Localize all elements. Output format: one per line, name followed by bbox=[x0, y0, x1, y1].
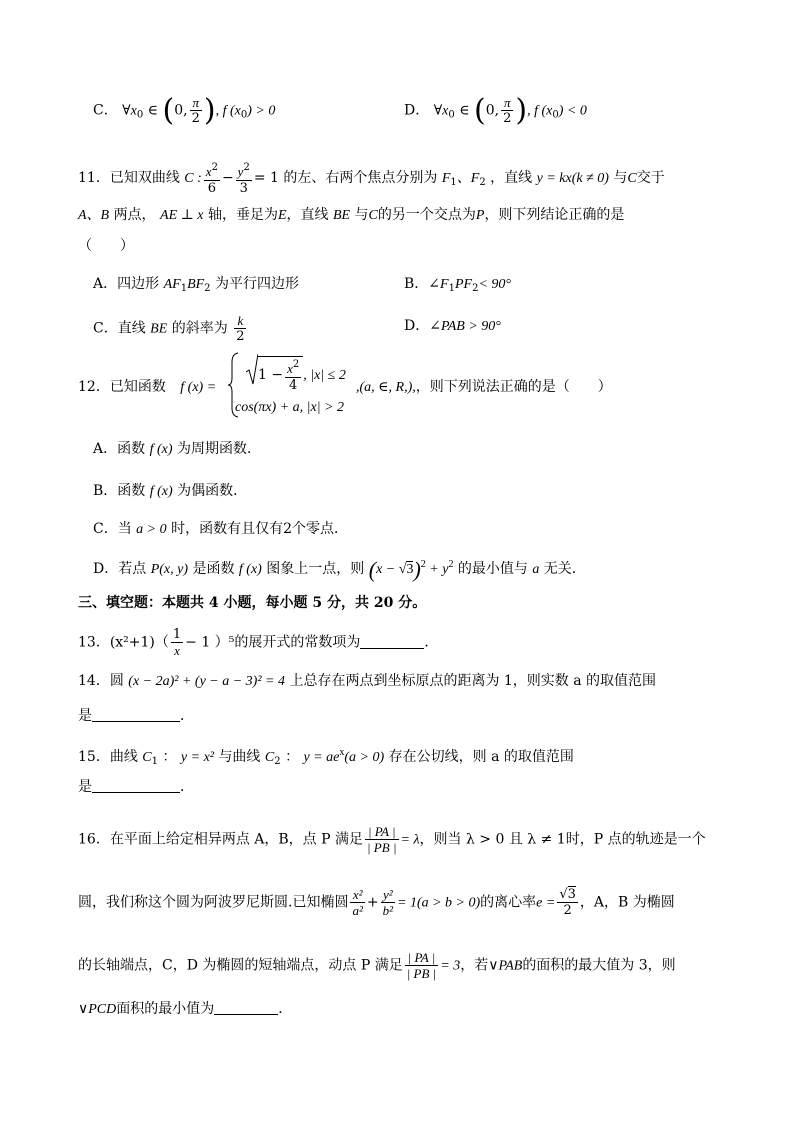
q16-line1: 16．在平面上给定相异两点 A，B，点 P 满足 $\frac{| PA |}{| PB |}$ = λ，则当 λ > 0 且 λ ≠ 1时，P 点的轨迹是一个 bbox=[78, 824, 706, 855]
q16-line4: ∨PCD面积的最小值为 ． bbox=[78, 1001, 293, 1017]
q14-line2: 是 ． bbox=[78, 708, 194, 724]
q10-option-c[interactable]: C． $\forall x_0$ ∈ (0, $\frac{\pi}{2}$ ), f $(x_0) > 0$ bbox=[93, 92, 276, 128]
q14-answer-blank[interactable] bbox=[92, 707, 180, 722]
q11-option-d[interactable]: D．∠PAB > 90° bbox=[404, 318, 501, 334]
section-3-heading: 三、填空题：本题共 4 小题，每小题 5 分，共 20 分。 bbox=[78, 595, 427, 611]
q12-case1: 1 − $\frac{x^2}{4}$ , |x| ≤ 2 bbox=[246, 356, 346, 393]
q12-option-d[interactable]: D．若点 P(x, y) 是函数 f (x) 图象上一点，则 $(x - √3)^2 + y^2$ 的最小值与 a 无关． bbox=[93, 557, 586, 582]
q11-option-c[interactable]: C．直线 BE 的斜率为 $\frac{k}{2}$ bbox=[93, 313, 245, 344]
q15-answer-blank[interactable] bbox=[92, 778, 180, 793]
q11-option-b[interactable]: B．$\angle F_1PF_2< 90^\circ$ bbox=[404, 276, 511, 294]
q16-line3: 的长轴端点，C，D 为椭圆的短轴端点，动点 P 满足 $\frac{| PA |}{| PB |}$ = 3，若∨PAB的面积的最大值为 3，则 bbox=[78, 950, 676, 981]
q12-option-a[interactable]: A．函数 f (x) 为周期函数． bbox=[93, 441, 261, 457]
q12-stem: 12．已知函数 f (x) = bbox=[78, 379, 217, 395]
q16-answer-blank[interactable] bbox=[214, 1000, 278, 1015]
q11-stem-line2: A、B 两点， AE ⊥ x 轴，垂足为E，直线 BE 与C的另一个交点为P，则下列结论正确的是 bbox=[78, 207, 625, 223]
q10-option-d[interactable]: D． $\forall x_0$ ∈ (0, $\frac{\pi}{2}$ ), f $(x_0) < 0$ bbox=[404, 92, 587, 128]
q11-option-a[interactable]: A．四边形 $AF_1BF_2$ 为平行四边形 bbox=[93, 276, 299, 294]
q13-answer-blank[interactable] bbox=[360, 634, 424, 649]
q15-line1: 15．曲线 $C_1$ ： y = x² 与曲线 $C_2$ ： $y = ae^x(a > 0)$ 存在公切线，则 a 的取值范围 bbox=[78, 747, 574, 767]
q15-line2: 是 ． bbox=[78, 779, 194, 795]
q11-stem-line1: 11．已知双曲线 C : $\frac{x^2}{6}$ − $\frac{y^2}{3}$ = 1 的左、右两个焦点分别为 $F_1$、$F_2$ ，直线 y = kx(k ≠ 0) 与C交于 bbox=[78, 162, 665, 196]
q12-case2: cos(πx) + a, |x| > 2 bbox=[235, 400, 345, 415]
q11-answer-paren: （ ） bbox=[78, 238, 134, 254]
q14-line1: 14．圆 (x − 2a)² + (y − a − 3)² = 4 上总存在两点到坐标原点的距离为 1，则实数 a 的取值范围 bbox=[78, 673, 657, 689]
q13: 13．(x²+1)（ $\frac{1}{x}$ − 1 ）⁵的展开式的常数项为 ． bbox=[78, 627, 439, 658]
q12-stem-tail: ,(a, ∈, R,),，则下列说法正确的是（ ） bbox=[356, 379, 612, 395]
q16-line2: 圆，我们称这个圆为阿波罗尼斯圆.已知椭圆 $\frac{\text{x²}}{\text{a²}}$ + $\frac{\text{y²}}{\text{b²}}$ = 1(a > b > 0)的离心率e = $\frac{√3}{2}$ ，A，B 为椭圆 bbox=[78, 887, 675, 918]
q12-option-b[interactable]: B．函数 f (x) 为偶函数． bbox=[93, 483, 248, 499]
q12-option-c[interactable]: C．当 a > 0 时，函数有且仅有2个零点． bbox=[93, 521, 348, 537]
